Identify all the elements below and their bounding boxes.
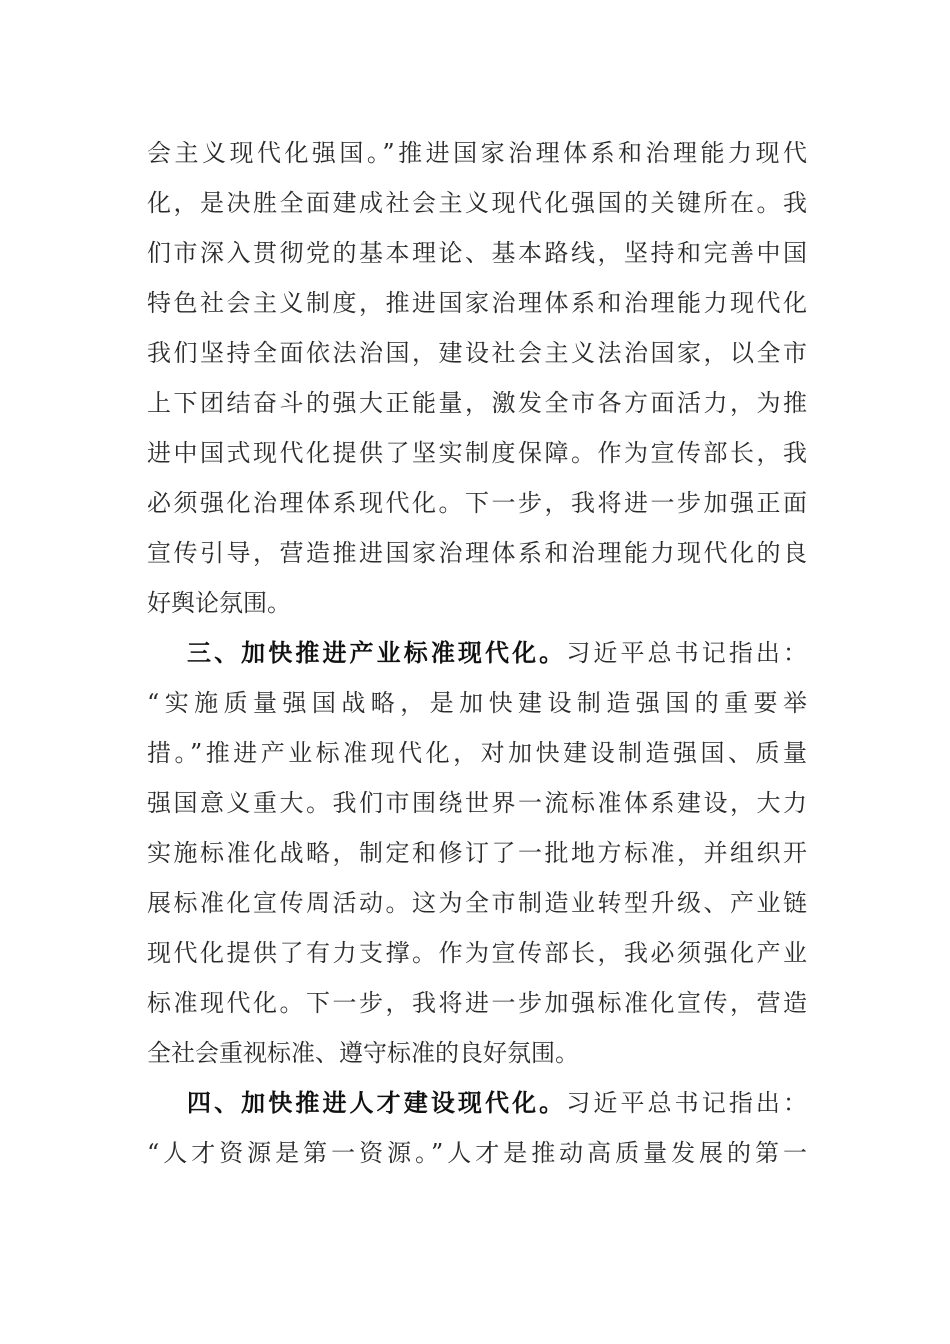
section-talent-development (147, 1078, 807, 1178)
text-line: “人才资源是第一资源。”人才是推动高质量发展的第一 (147, 1139, 807, 1167)
text-line: 全社会重视标准、遵守标准的良好氛围。 (147, 1039, 579, 1067)
text-line: 强国意义重大。我们市围绕世界一流标准体系建设，大力 (147, 789, 807, 817)
text-line: 现代化提供了有力支撑。作为宣传部长，我必须强化产业 (147, 939, 807, 967)
paragraph-governance-modernization (147, 128, 807, 628)
text-line: 标准现代化。下一步，我将进一步加强标准化宣传，营造 (147, 989, 807, 1017)
text-line: 进中国式现代化提供了坚实制度保障。作为宣传部长，我 (147, 439, 807, 467)
text-line: 我们坚持全面依法治国，建设社会主义法治国家，以全市 (147, 339, 807, 367)
section-heading: 四、加快推进人才建设现代化。 (187, 1089, 567, 1117)
text-run: 习近平总书记指出： (566, 639, 807, 667)
text-line: “实施质量强国战略，是加快建设制造强国的重要举 (147, 689, 807, 717)
text-line: 特色社会主义制度，推进国家治理体系和治理能力现代化 (147, 289, 807, 317)
text-line: 必须强化治理体系现代化。下一步，我将进一步加强正面 (147, 489, 807, 517)
text-line: 展标准化宣传周活动。这为全市制造业转型升级、产业链 (147, 889, 807, 917)
section-industry-standards (147, 628, 807, 1078)
text-line: 宣传引导，营造推进国家治理体系和治理能力现代化的良 (147, 539, 807, 567)
section-first-line (147, 1078, 807, 1128)
section-heading: 三、加快推进产业标准现代化。 (187, 639, 567, 667)
text-line: 会主义现代化强国。”推进国家治理体系和治理能力现代 (147, 139, 807, 167)
section-first-line (147, 628, 807, 678)
text-line: 措。”推进产业标准现代化，对加快建设制造强国、质量 (147, 739, 807, 767)
text-line: 们市深入贯彻党的基本理论、基本路线，坚持和完善中国 (147, 239, 807, 267)
text-line: 化，是决胜全面建成社会主义现代化强国的关键所在。我 (147, 189, 807, 217)
document-body (147, 128, 807, 1178)
text-line: 好舆论氛围。 (147, 589, 291, 617)
text-line: 实施标准化战略，制定和修订了一批地方标准，并组织开 (147, 839, 807, 867)
text-run: 习近平总书记指出： (566, 1089, 807, 1117)
text-line: 上下团结奋斗的强大正能量，激发全市各方面活力，为推 (147, 389, 807, 417)
